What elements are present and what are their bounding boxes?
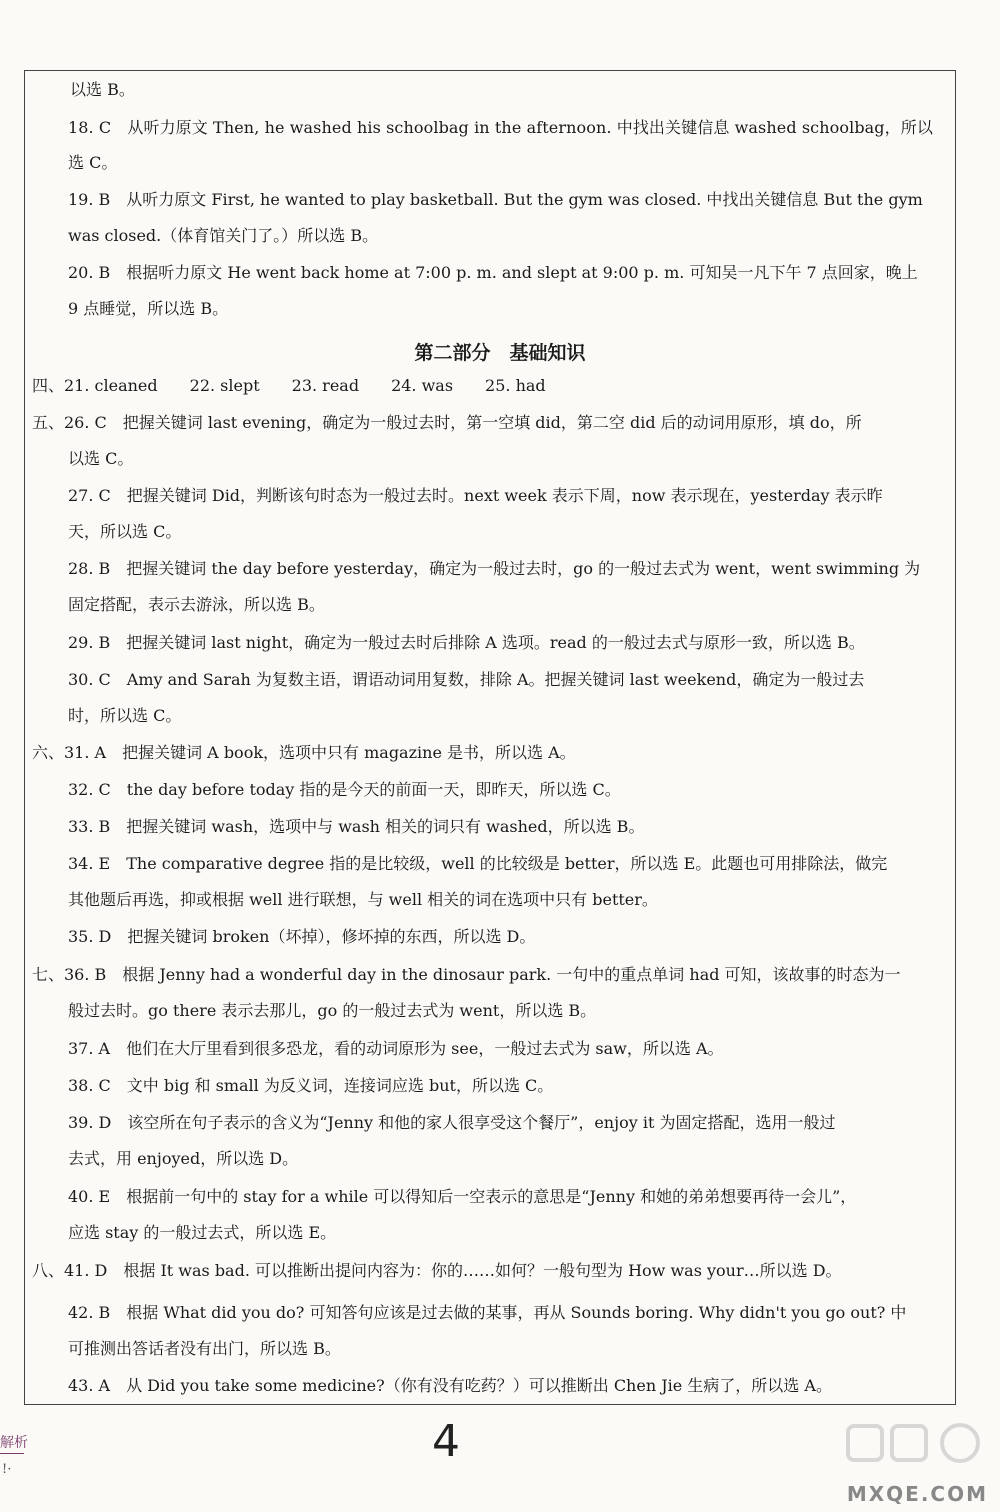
text-line: 应选 stay 的一般过去式，所以选 E。 xyxy=(68,1223,337,1242)
text-line: 固定搭配，表示去游泳，所以选 B。 xyxy=(68,595,325,614)
text-line: 天，所以选 C。 xyxy=(68,522,182,541)
text-line: 选 C。 xyxy=(68,153,118,172)
text-line: 27. C 把握关键词 Did，判断该句时态为一般过去时。next week 表示下周，now 表示现在，yesterday 表示昨 xyxy=(68,486,883,505)
footer-dots: !· xyxy=(2,1462,12,1477)
text-line: 其他题后再选，抑或根据 well 进行联想，与 well 相关的词在选项中只有 better。 xyxy=(68,890,658,909)
section-title: 第二部分 基础知识 xyxy=(414,342,586,364)
text-line: 29. B 把握关键词 last night，确定为一般过去时后排除 A 选项。read 的一般过去式与原形一致，所以选 B。 xyxy=(68,633,865,652)
text-line: 八、41. D 根据 It was bad. 可以推断出提问内容为：你的……如何？一般句型为 How was your…所以选 D。 xyxy=(32,1261,842,1280)
text-line: 32. C the day before today 指的是今天的前面一天，即昨天，所以选 C。 xyxy=(68,780,621,799)
footer-label: 解析 xyxy=(0,1435,28,1451)
text-line: 四、21. cleaned 22. slept 23. read 24. was 25. had xyxy=(32,376,546,395)
text-line: 19. B 从听力原文 First, he wanted to play basketball. But the gym was closed. 中找出关键信息 But the gym xyxy=(68,190,923,209)
text-line: 以选 C。 xyxy=(68,449,134,468)
text-line: 40. E 根据前一句中的 stay for a while 可以得知后一空表示的意思是“Jenny 和她的弟弟想要再待一会儿”， xyxy=(68,1187,857,1206)
text-line: 可推测出答话者没有出门，所以选 B。 xyxy=(68,1339,341,1358)
text-line: 七、36. B 根据 Jenny had a wonderful day in the dinosaur park. 一句中的重点单词 had 可知，该故事的时态为一 xyxy=(32,965,901,984)
text-line: 18. C 从听力原文 Then, he washed his schoolbag in the afternoon. 中找出关键信息 washed schoolbag，所以 xyxy=(68,118,933,137)
text-line: 38. C 文中 big 和 small 为反义词，连接词应选 but，所以选 C。 xyxy=(68,1076,554,1095)
text-line: 般过去时。go there 表示去那儿，go 的一般过去式为 went，所以选 B。 xyxy=(68,1001,597,1020)
text-line: 33. B 把握关键词 wash，选项中与 wash 相关的词只有 washed，所以选 B。 xyxy=(68,817,645,836)
text-line: 去式，用 enjoyed，所以选 D。 xyxy=(68,1149,299,1168)
text-line: 37. A 他们在大厅里看到很多恐龙，看的动词原形为 see，一般过去式为 saw，所以选 A。 xyxy=(68,1039,724,1058)
text-line: 五、26. C 把握关键词 last evening，确定为一般过去时，第一空填 did，第二空 did 后的动词用原形，填 do，所 xyxy=(32,413,862,432)
page-number: 4 xyxy=(432,1416,460,1467)
text-line: 以选 B。 xyxy=(70,80,135,99)
text-line: 六、31. A 把握关键词 A book，选项中只有 magazine 是书，所以选 A。 xyxy=(32,743,576,762)
text-line: was closed.（体育馆关门了。）所以选 B。 xyxy=(68,226,379,245)
text-line: 30. C Amy and Sarah 为复数主语，谓语动词用复数，排除 A。把握关键词 last weekend，确定为一般过去 xyxy=(68,670,865,689)
footer-rule xyxy=(0,1453,24,1454)
text-line: 34. E The comparative degree 指的是比较级，well 的比较级是 better，所以选 E。此题也可用排除法，做完 xyxy=(68,854,888,873)
text-line: 时，所以选 C。 xyxy=(68,706,182,725)
text-line: 28. B 把握关键词 the day before yesterday，确定为一般过去时，go 的一般过去式为 went，went swimming 为 xyxy=(68,559,921,578)
text-line: 20. B 根据听力原文 He went back home at 7:00 p. m. and slept at 9:00 p. m. 可知吴一凡下午 7 点回家，晚上 xyxy=(68,263,918,282)
text-line: 9 点睡觉，所以选 B。 xyxy=(68,299,229,318)
text-line: 35. D 把握关键词 broken（坏掉），修坏掉的东西，所以选 D。 xyxy=(68,927,536,946)
text-line: 43. A 从 Did you take some medicine?（你有没有吃药？）可以推断出 Chen Jie 生病了，所以选 A。 xyxy=(68,1376,832,1395)
watermark-text: MXQE.COM xyxy=(846,1482,988,1506)
text-line: 42. B 根据 What did you do? 可知答句应该是过去做的某事，再从 Sounds boring. Why didn't you go out? 中 xyxy=(68,1303,907,1322)
text-line: 39. D 该空所在句子表示的含义为“Jenny 和他的家人很享受这个餐厅”，enjoy it 为固定搭配，选用一般过 xyxy=(68,1113,836,1132)
